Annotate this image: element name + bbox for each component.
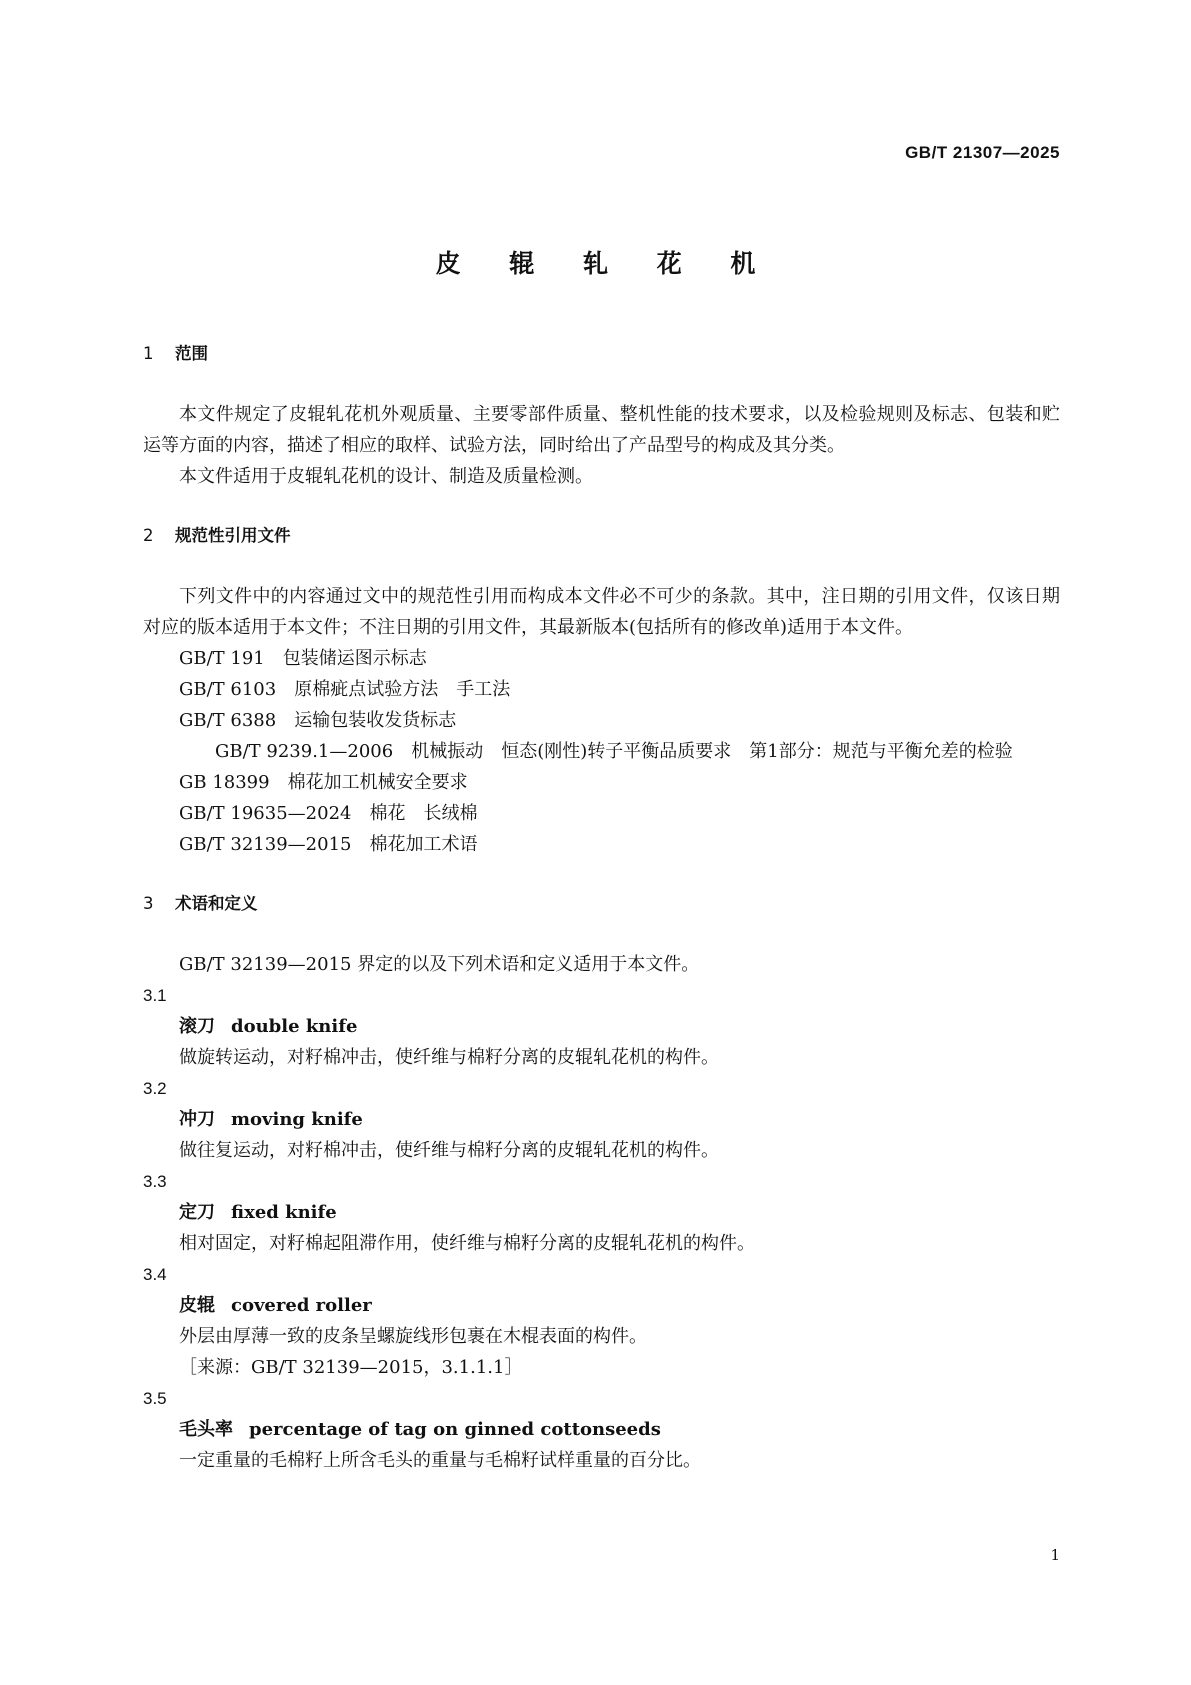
- term-name-en: double knife: [231, 1016, 358, 1037]
- term-name-en: fixed knife: [231, 1202, 337, 1223]
- term-name-zh: 定刀: [179, 1202, 215, 1223]
- reference-item: [143, 798, 1060, 829]
- reference-code: GB/T 6103: [179, 679, 277, 700]
- term-name: [143, 1104, 1060, 1135]
- reference-title: 包装储运图示标志: [282, 648, 427, 669]
- term-name-zh: 毛头率: [179, 1419, 233, 1440]
- reference-code: GB/T 9239.1—2006: [215, 741, 394, 762]
- reference-item: [143, 643, 1060, 674]
- term-definition: 做旋转运动，对籽棉冲击，使纤维与棉籽分离的皮辊轧花机的构件。: [179, 1047, 719, 1068]
- reference-item: [143, 674, 1060, 705]
- section-heading-normative-references: [143, 520, 1060, 551]
- term-number: 3.4: [143, 1265, 167, 1284]
- reference-item: [143, 829, 1060, 860]
- reference-title: 运输包装收发货标志: [294, 710, 457, 731]
- reference-title: 棉花加工机械安全要求: [287, 772, 468, 793]
- reference-title: 原棉疵点试验方法 手工法: [294, 679, 511, 700]
- term-name-en: covered roller: [231, 1295, 372, 1316]
- document-title: 皮 辊 轧 花 机: [435, 249, 776, 278]
- section-title: 术语和定义: [175, 894, 258, 913]
- term-definition: 外层由厚薄一致的皮条呈螺旋线形包裹在木棍表面的构件。: [179, 1326, 647, 1347]
- term-name: [143, 1290, 1060, 1321]
- term-number: 3.1: [143, 986, 167, 1005]
- reference-code: GB/T 19635—2024: [179, 803, 352, 824]
- page-number: 1: [1050, 1546, 1060, 1564]
- section-number: 2: [143, 526, 154, 545]
- term-name: [143, 1011, 1060, 1042]
- section-title: 规范性引用文件: [175, 526, 291, 545]
- scope-paragraph: 本文件适用于皮辊轧花机的设计、制造及质量检测。: [179, 466, 593, 487]
- reference-item: [143, 736, 1060, 767]
- reference-title: 棉花加工术语: [369, 834, 478, 855]
- section-heading-terms: [143, 888, 1060, 919]
- terms-intro: GB/T 32139—2015 界定的以及下列术语和定义适用于本文件。: [179, 954, 700, 975]
- reference-code: GB/T 191: [179, 648, 265, 669]
- term-name: [143, 1197, 1060, 1228]
- section-number: 1: [143, 344, 154, 363]
- standard-number: GB/T 21307—2025: [905, 143, 1060, 162]
- term-name-en: moving knife: [231, 1109, 363, 1130]
- normative-references-intro: 下列文件中的内容通过文中的规范性引用而构成本文件必不可少的条款。其中，注日期的引用文件，仅该日期对应的版本适用于本文件；不注日期的引用文件，其最新版本(包括所有的修改单)适用于本文件。: [143, 586, 1060, 638]
- document-body: [143, 338, 1060, 1476]
- term-source: ［来源：GB/T 32139—2015，3.1.1.1］: [179, 1357, 523, 1378]
- term-name-zh: 冲刀: [179, 1109, 215, 1130]
- section-heading-scope: [143, 338, 1060, 369]
- term-definition: 相对固定，对籽棉起阻滞作用，使纤维与棉籽分离的皮辊轧花机的构件。: [179, 1233, 755, 1254]
- scope-paragraph: 本文件规定了皮辊轧花机外观质量、主要零部件质量、整机性能的技术要求，以及检验规则及标志、包装和贮运等方面的内容，描述了相应的取样、试验方法，同时给出了产品型号的构成及其分类。: [143, 404, 1060, 456]
- reference-title: 机械振动 恒态(刚性)转子平衡品质要求 第1部分：规范与平衡允差的检验: [411, 741, 1013, 762]
- reference-item: [143, 705, 1060, 736]
- term-number: 3.5: [143, 1389, 167, 1408]
- section-number: 3: [143, 894, 154, 913]
- reference-code: GB/T 6388: [179, 710, 277, 731]
- term-name-en: percentage of tag on ginned cottonseeds: [249, 1419, 661, 1440]
- term-number: 3.3: [143, 1172, 167, 1191]
- section-title: 范围: [175, 344, 208, 363]
- term-number: 3.2: [143, 1079, 167, 1098]
- reference-code: GB/T 32139—2015: [179, 834, 352, 855]
- term-definition: 做往复运动，对籽棉冲击，使纤维与棉籽分离的皮辊轧花机的构件。: [179, 1140, 719, 1161]
- term-definition: 一定重量的毛棉籽上所含毛头的重量与毛棉籽试样重量的百分比。: [179, 1450, 701, 1471]
- reference-title: 棉花 长绒棉: [369, 803, 478, 824]
- term-name: [143, 1414, 1060, 1445]
- term-name-zh: 皮辊: [179, 1295, 215, 1316]
- reference-item: [143, 767, 1060, 798]
- term-name-zh: 滚刀: [179, 1016, 215, 1037]
- reference-code: GB 18399: [179, 772, 270, 793]
